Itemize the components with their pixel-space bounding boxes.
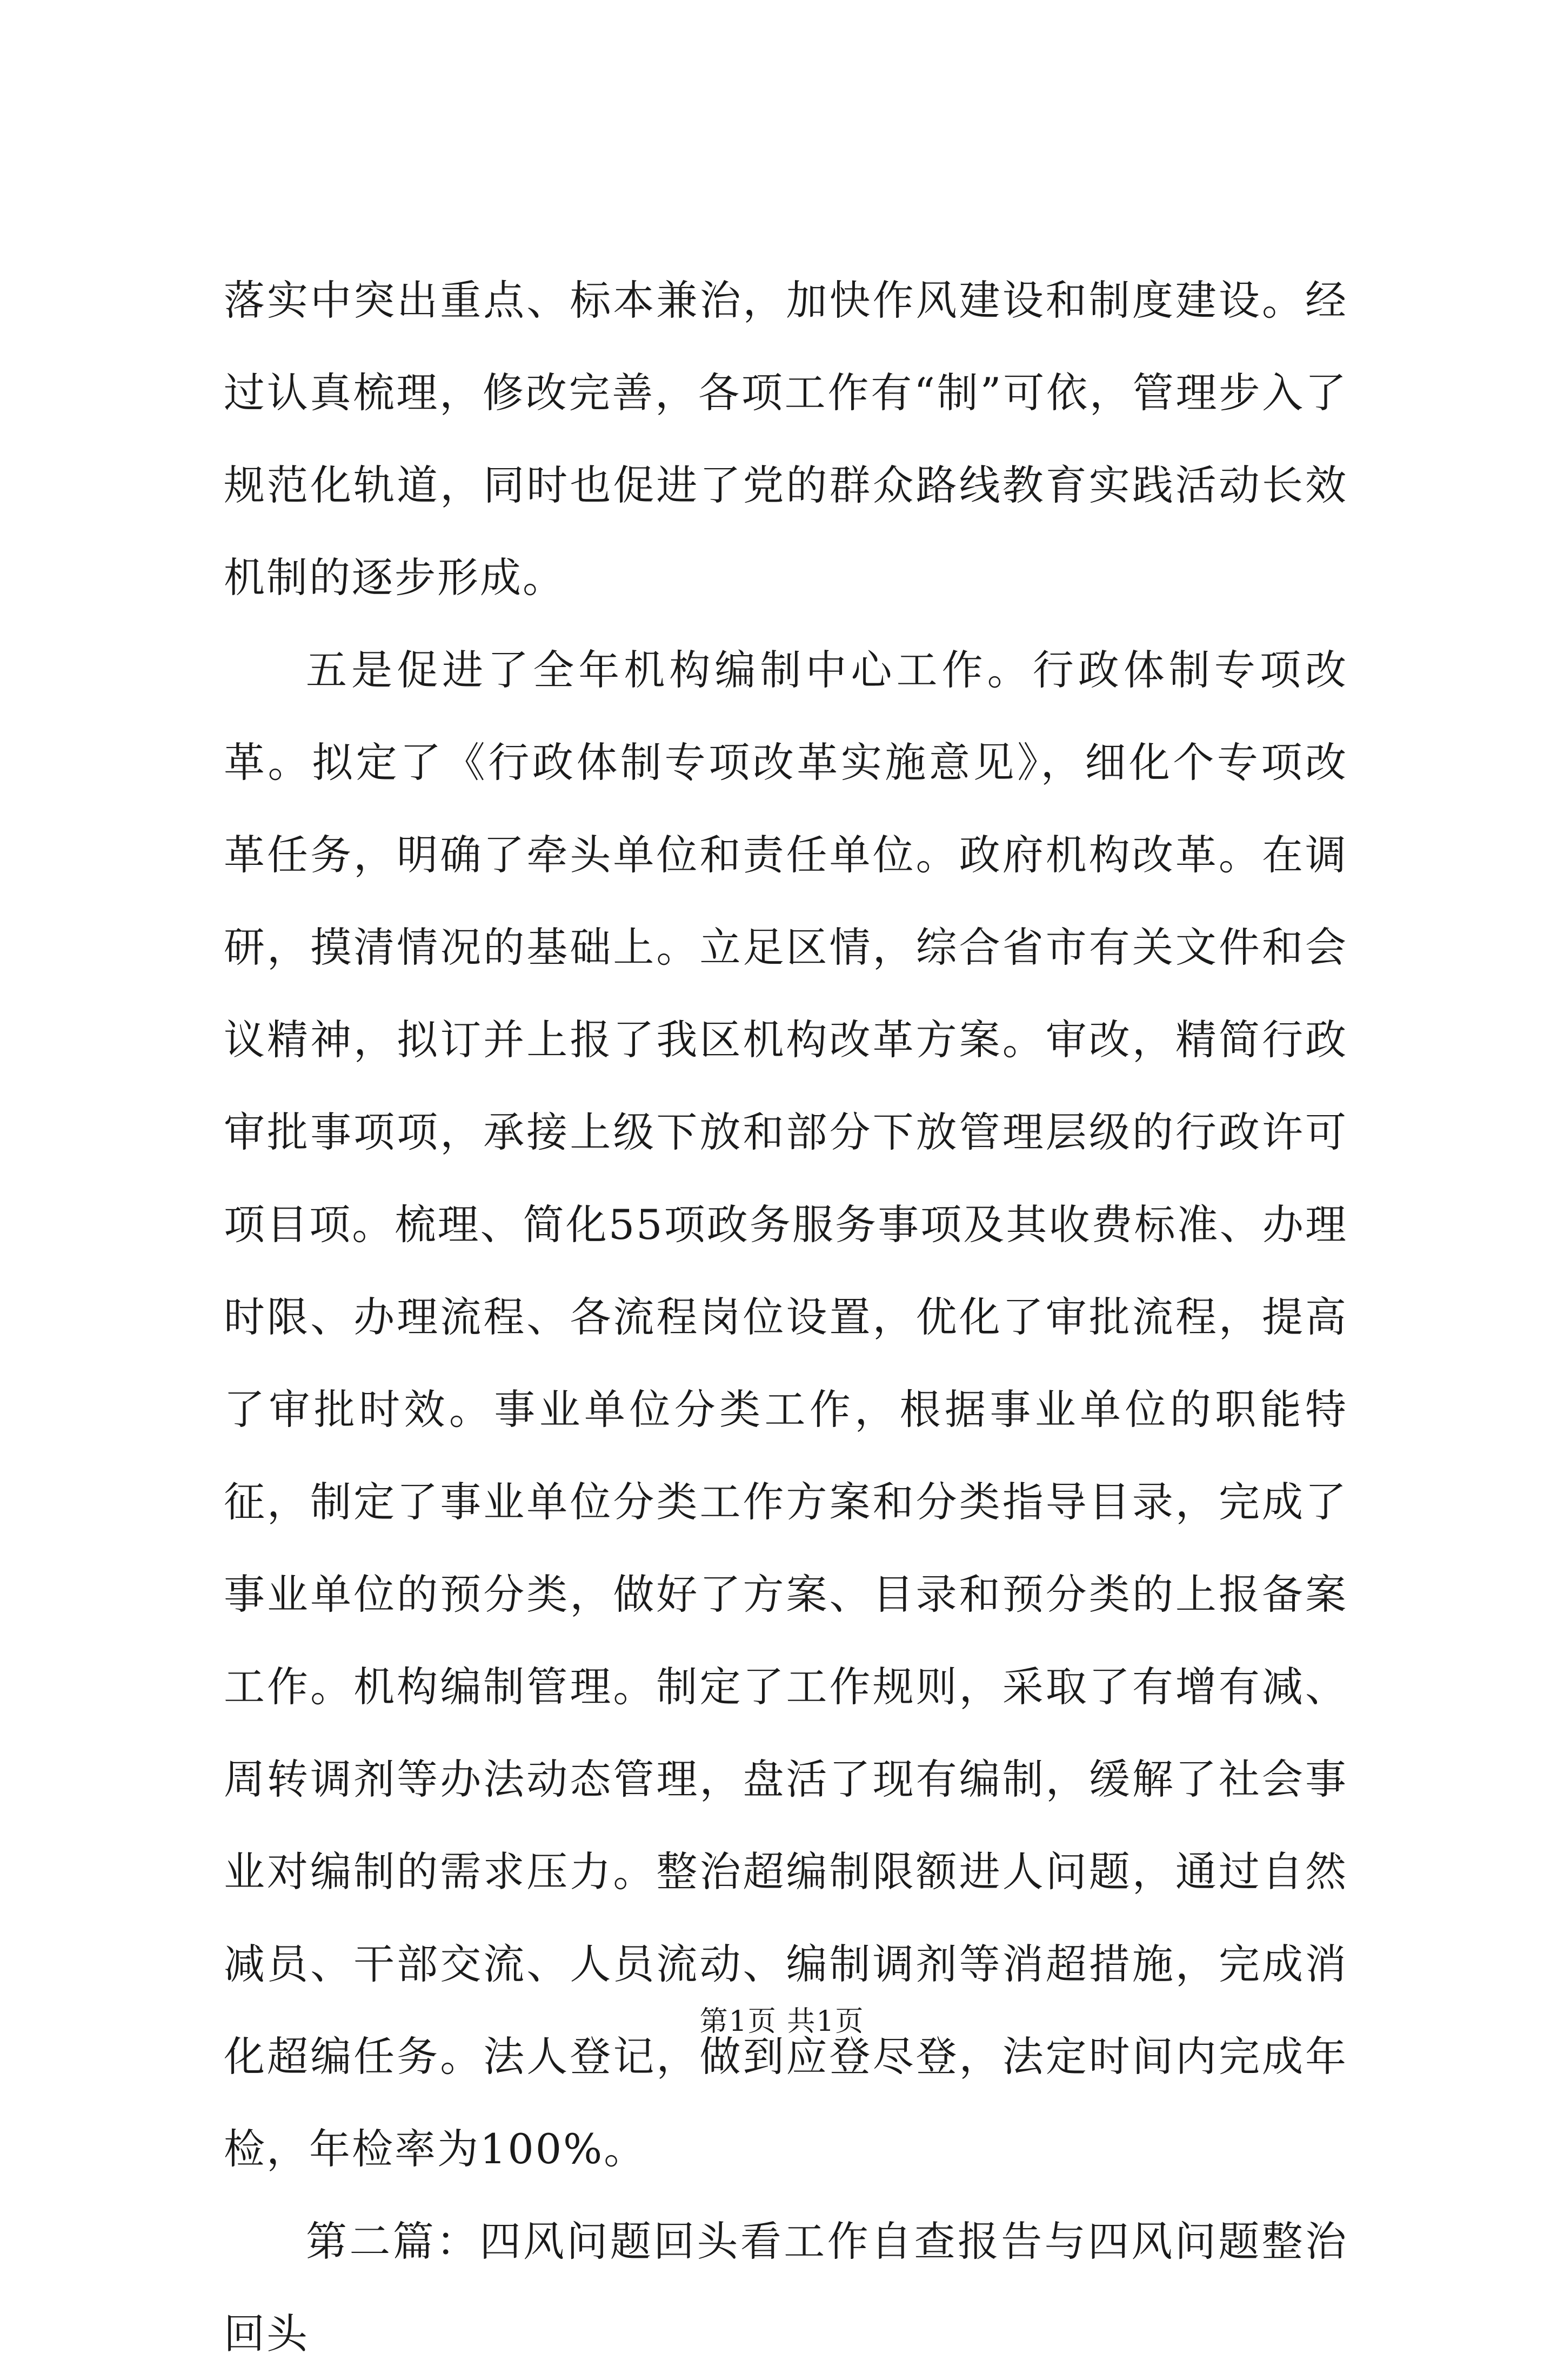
document-body bbox=[224, 254, 1348, 2380]
page-footer: 第1页 共1页 bbox=[699, 2005, 865, 2038]
paragraph-second-article-heading: 第二篇：四风问题回头看工作自查报告与四风问题整治回头 bbox=[224, 2217, 1348, 2358]
paragraph-continuation: 落实中突出重点、标本兼治，加快作风建设和制度建设。经过认真梳理，修改完善，各项工作有“制”可依，管理步入了规范化轨道，同时也促进了党的群众路线教育实践活动长效机制的逐步形成。 bbox=[224, 276, 1348, 602]
paragraph-section-five: 五是促进了全年机构编制中心工作。行政体制专项改革。拟定了《行政体制专项改革实施意见》，细化个专项改革任务，明确了牵头单位和责任单位。政府机构改革。在调研，摸清情况的基础上。立足区情，综合省市有关文件和会议精神，拟订并上报了我区机构改革方案。审改，精简行政审批事项项，承接上级下放和部分下放管理层级的行政许可项目项。梳理、简化55项政务服务事项及其收费标准、办理时限、办理流程、各流程岗位设置，优化了审批流程，提高了审批时效。事业单位分类工作，根据事业单位的职能特征，制定了事业单位分类工作方案和分类指导目录，完成了事业单位的预分类，做好了方案、目录和预分类的上报备案工作。机构编制管理。制定了工作规则，采取了有增有减、周转调剂等办法动态管理，盘活了现有编制，缓解了社会事业对编制的需求压力。整治超编制限额进人问题，通过自然减员、干部交流、人员流动、编制调剂等消超措施，完成消化超编任务。法人登记，做到应登尽登，法定时间内完成年检，年检率为100%。 bbox=[224, 646, 1348, 2173]
